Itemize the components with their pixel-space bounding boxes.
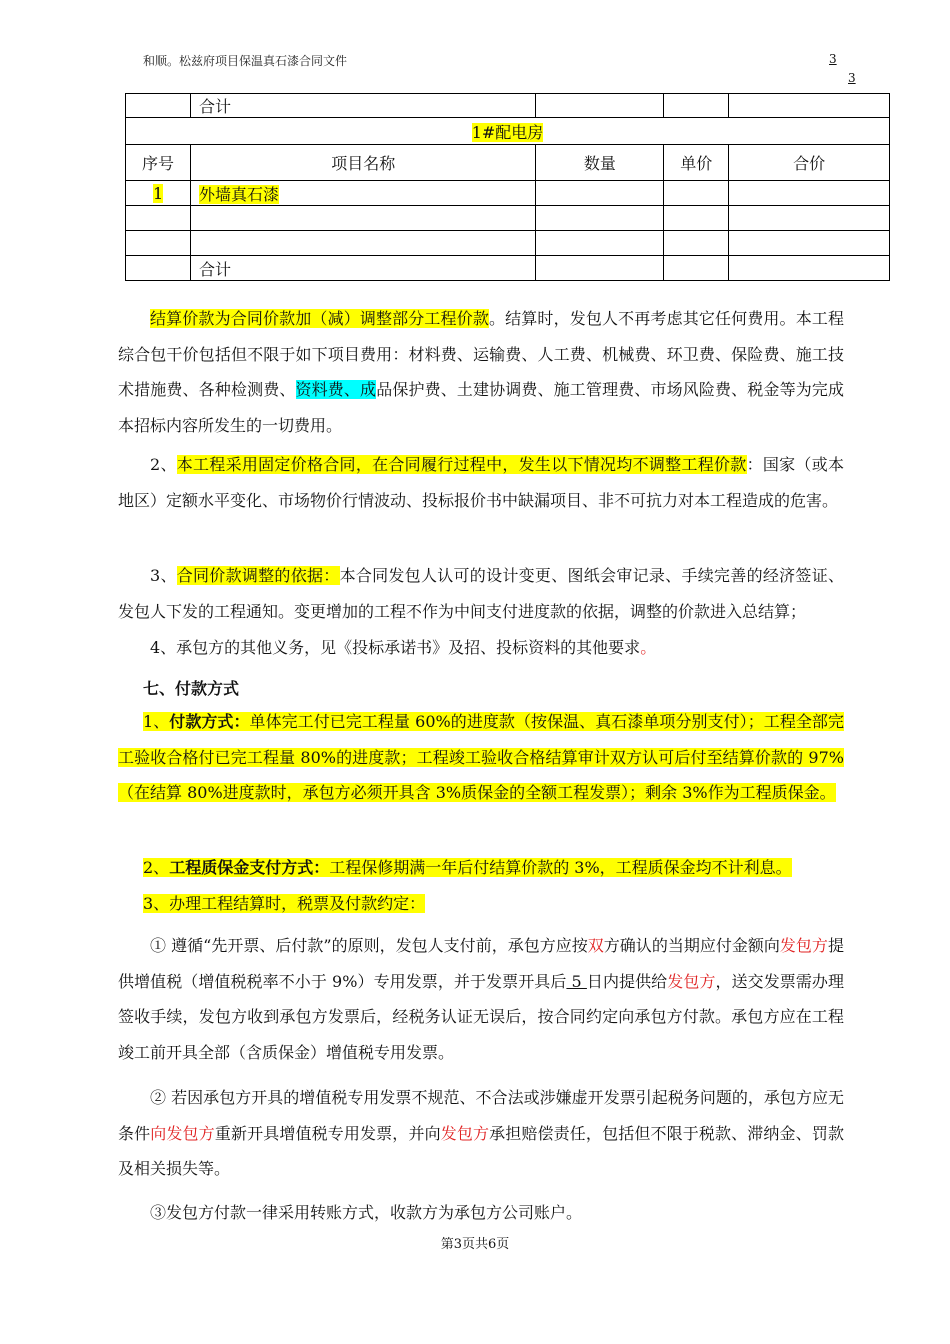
warranty-payment-clause: 2、工程质保金支付方式：工程保修期满一年后付结算价款的 3%，工程质保金均不计利息。 <box>143 858 792 877</box>
contractor-obligations-clause: 4、承包方的其他义务，见《投标承诺书》及招、投标资料的其他要求。 <box>150 638 657 657</box>
table-section-title-row <box>126 118 890 145</box>
invoice-rule-3: ③发包方付款一律采用转账方式，收款方为承包方公司账户。 <box>150 1203 583 1222</box>
table-row-previous-total <box>126 94 890 118</box>
previous-total-label: 合计 <box>190 94 536 118</box>
column-header-qty: 数量 <box>536 145 664 181</box>
page-footer: 第3页共6页 <box>440 1237 510 1252</box>
table-row-total <box>126 256 890 281</box>
total-label: 合计 <box>190 256 536 281</box>
price-adjustment-clause: 3、合同价款调整的依据：本合同发包人认可的设计变更、图纸会审记录、手续完善的经济签证、发包人下发的工程通知。变更增加的工程不作为中间支付进度款的依据，调整的价款进入总结算； <box>118 566 844 621</box>
column-header-total: 合价 <box>729 145 890 181</box>
header-page-number: 3 <box>829 52 837 66</box>
invoice-rule-1: ① 遵循“先开票、后付款”的原则，发包人支付前，承包方应按双方确认的当期应付金额向发包方提供增值税（增值税税率不小于 9%）专用发票，并于发票开具后 5 日内提供给发包方，送交发票需办理签收手续，发包方收到承包方发票后，经税务认证无误后，按合同约定向承包方付款。承包方应在工程竣工前开具全部（含质保金）增值税专用发票。 <box>118 936 844 1062</box>
section-heading-payment: 七、付款方式 <box>143 679 240 698</box>
row-item-name: 外墙真石漆 <box>198 184 279 204</box>
row-qty <box>536 181 664 206</box>
column-header-unit-price: 单价 <box>664 145 729 181</box>
row-number: 1 <box>153 183 164 203</box>
column-header-no: 序号 <box>126 145 191 181</box>
quantity-table <box>125 93 890 281</box>
invoice-terms-heading: 3、办理工程结算时，税票及付款约定： <box>143 894 426 913</box>
table-row <box>126 181 890 206</box>
header-page-number-secondary: 3 <box>848 71 856 85</box>
row-unit-price <box>664 181 729 206</box>
section-title: 1#配电房 <box>471 122 544 142</box>
row-total <box>729 181 890 206</box>
table-row <box>126 231 890 256</box>
table-header-row <box>126 145 890 181</box>
fixed-price-clause: 2、本工程采用固定价格合同，在合同履行过程中，发生以下情况均不调整工程价款：国家（或本地区）定额水平变化、市场物价行情波动、投标报价书中缺漏项目、非不可抗力对本工程造成的危害。 <box>118 455 844 510</box>
document-header-title: 和顺。松兹府项目保温真石漆合同文件 <box>143 54 348 68</box>
table-row <box>126 206 890 231</box>
column-header-name: 项目名称 <box>190 145 536 181</box>
settlement-price-paragraph: 结算价款为合同价款加（减）调整部分工程价款。结算时，发包人不再考虑其它任何费用。本工程综合包干价包括但不限于如下项目费用：材料费、运输费、人工费、机械费、环卫费、保险费、施工技术措施费、各种检测费、资料费、成品保护费、土建协调费、施工管理费、市场风险费、税金等为完成本招标内容所发生的一切费用。 <box>118 309 844 435</box>
invoice-rule-2: ② 若因承包方开具的增值税专用发票不规范、不合法或涉嫌虚开发票引起税务问题的，承包方应无条件向发包方重新开具增值税专用发票，并向发包方承担赔偿责任，包括但不限于税款、滞纳金、罚款及相关损失等。 <box>118 1088 844 1178</box>
payment-method-clause: 1、付款方式：单体完工付已完工程量 60%的进度款（按保温、真石漆单项分别支付）；工程全部完工验收合格付已完工程量 80%的进度款；工程竣工验收合格结算审计双方认可后付至结算价款的 97%（在结算 80%进度款时，承包方必须开具含 3%质保金的全额工程发票）；剩余 3%作为工程质保金。 <box>118 712 844 802</box>
